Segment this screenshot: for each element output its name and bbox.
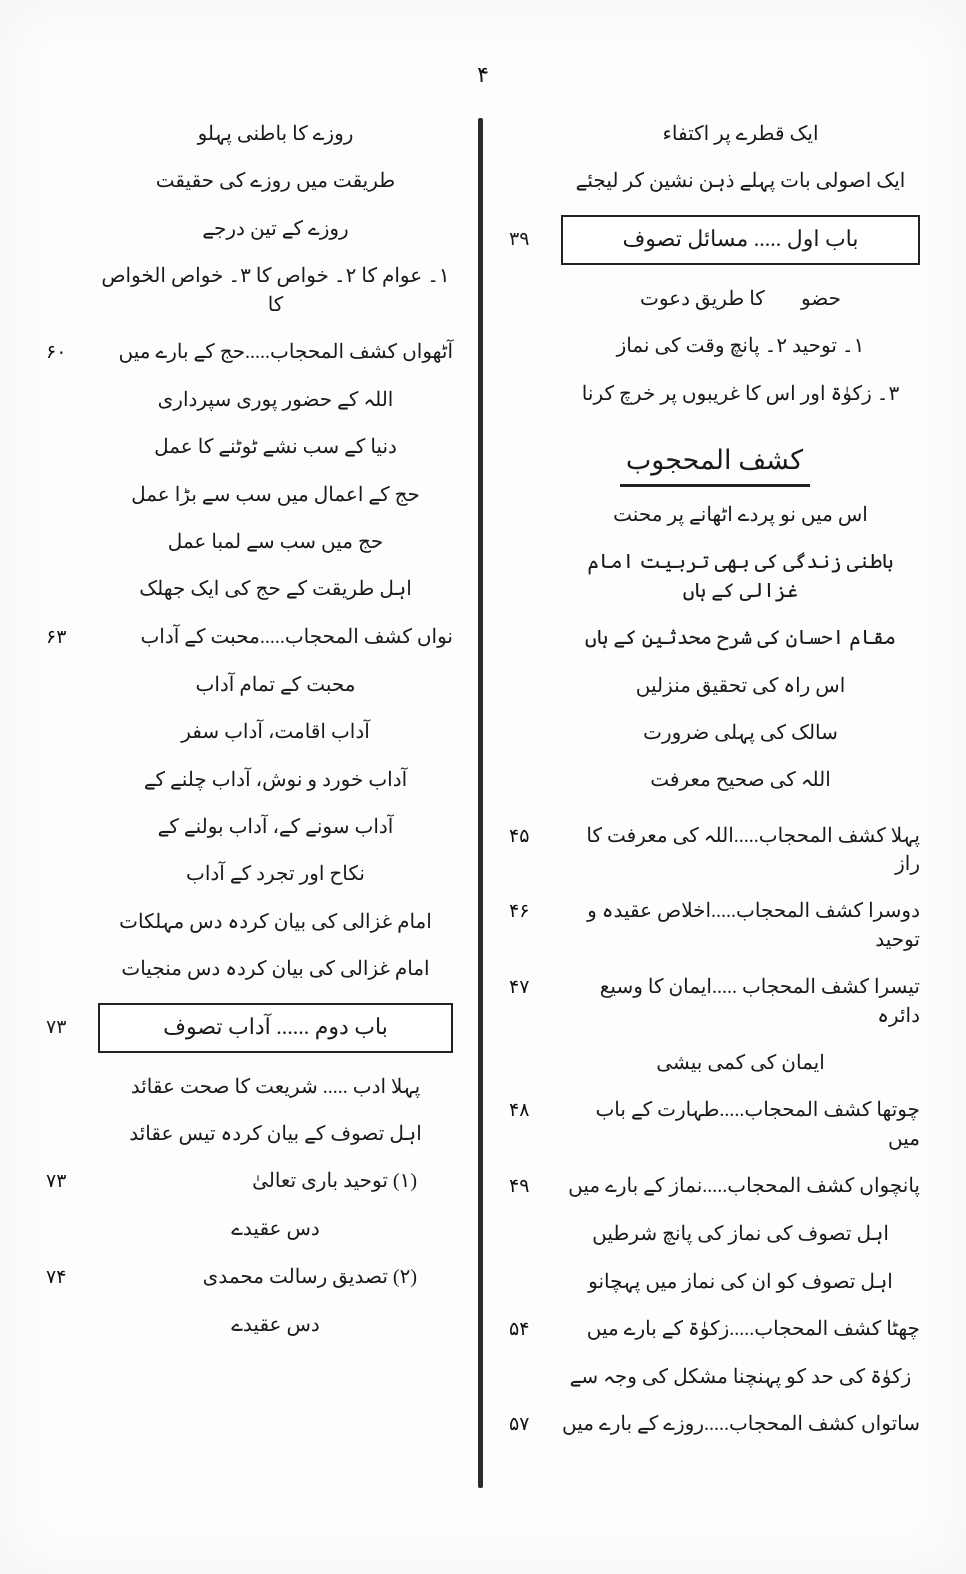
toc-entry-page: ۴۵ (509, 825, 530, 847)
toc-entry (46, 1167, 453, 1196)
toc-entry (509, 672, 920, 700)
toc-entry-title: چوتھا کشف المحجاب.....طہارت کے باب میں (595, 1099, 920, 1150)
toc-entry (46, 1120, 453, 1148)
toc-entry-title: تیسرا کشف المحجاب .....ایمان کا وسیع دائرہ (599, 976, 920, 1027)
toc-entry-title: محبت کے تمام آداب (195, 673, 356, 696)
toc-entry (509, 897, 920, 954)
toc-entry (509, 1049, 920, 1077)
toc-entry (46, 955, 453, 983)
toc-entry-title: آٹھواں کشف المحجاب.....حج کے بارے میں (118, 340, 453, 363)
toc-entry-title: پہلا کشف المحجاب.....اللہ کی معرفت کا راز (586, 824, 920, 876)
toc-column-right (483, 120, 966, 1520)
chapter-heading-row (509, 215, 920, 265)
toc-entry-title: باطنی زندگی کی بھی تربیت امام غزالی کے ہاں (587, 551, 894, 602)
toc-entry-title: حج کے اعمال میں سب سے بڑا عمل (131, 483, 420, 506)
toc-entry-title: حج میں سب سے لمبا عمل (167, 531, 384, 554)
toc-entry (509, 501, 920, 529)
toc-entry-title: (۱) توحید باری تعالیٰ (252, 1170, 417, 1193)
toc-entry (46, 386, 453, 414)
toc-entry-title: اس راہ کی تحقیق منزلیں (635, 674, 846, 697)
toc-entry (46, 718, 453, 746)
toc-entry-title: اہل تصوف کو ان کی نماز میں پہچانو (588, 1270, 893, 1293)
section-heading-rule (620, 484, 810, 487)
toc-entry (509, 766, 920, 794)
page-number: ۴ (477, 62, 489, 87)
toc-entry-title: اہل تصوف کی نماز کی پانچ شرطیں (592, 1223, 889, 1246)
toc-entry (46, 1073, 453, 1101)
toc-entry-title: اہل تصوف کے بیان کردہ تیس عقائد (129, 1122, 422, 1145)
toc-entry-title: نواں کشف المحجاب.....محبت کے آداب (140, 625, 453, 648)
toc-entry-title: ایمان کی کمی بیشی (656, 1052, 825, 1075)
toc-entry-page: ۷۳ (46, 1171, 67, 1193)
toc-entry (46, 167, 453, 195)
toc-entry-title: روزے کے تین درجے (202, 217, 349, 240)
toc-entry (509, 120, 920, 148)
toc-entry (509, 822, 920, 879)
toc-entry-title: مقام احسان کی شرح محدثین کے ہاں (584, 627, 897, 650)
toc-entry-title: آداب خورد و نوش، آداب چلنے کے (143, 768, 408, 791)
toc-entry-title: دس عقیدے (231, 1218, 320, 1241)
toc-column-left (0, 120, 483, 1520)
chapter-page: ۳۹ (509, 229, 530, 251)
toc-entry (46, 262, 453, 319)
toc-entry (46, 481, 453, 509)
toc-entry (509, 1315, 920, 1344)
toc-entry-title: ساتواں کشف المحجاب.....روزے کے بارے میں (562, 1413, 920, 1436)
chapter-heading-row (46, 1003, 453, 1053)
toc-entry-page: ۶۰ (46, 341, 67, 363)
toc-entry-title: آداب اقامت، آداب سفر (181, 721, 370, 744)
toc-entry (509, 1172, 920, 1201)
toc-entry-title: اہل طریقت کے حج کی ایک جھلک (139, 578, 412, 601)
toc-entry (509, 1268, 920, 1296)
toc-entry-title: امام غزالی کی بیان کردہ دس مہلکات (119, 910, 432, 933)
toc-entry-title: آداب سونے کے، آداب بولنے کے (157, 816, 394, 839)
toc-entry-title: اللہ کی صحیح معرفت (650, 769, 831, 792)
toc-entry (46, 671, 453, 699)
chapter-title-box: باب دوم ...... آداب تصوف (98, 1003, 453, 1053)
toc-entry-title: طریقت میں روزے کی حقیقت (155, 170, 396, 193)
toc-entry (46, 120, 453, 148)
toc-entry (509, 1363, 920, 1391)
toc-entry (46, 1311, 453, 1339)
toc-entry (509, 380, 920, 408)
toc-entry (509, 1410, 920, 1439)
toc-entry (46, 908, 453, 936)
section-heading: کشف المحجوب (625, 444, 804, 475)
toc-entry-title: ۳۔ زکوٰۃ اور اس کا غریبوں پر خرچ کرنا (581, 382, 900, 405)
toc-entry-title: پہلا ادب ..... شریعت کا صحت عقائد (130, 1075, 421, 1098)
toc-entry-title: ایک اصولی بات پہلے ذہن نشین کر لیجئے (575, 170, 906, 193)
toc-entry (509, 1220, 920, 1248)
toc-entry-title: پانچواں کشف المحجاب.....نماز کے بارے میں (568, 1175, 920, 1198)
toc-entry (46, 338, 453, 367)
toc-entry (509, 1096, 920, 1153)
chapter-page: ۷۳ (46, 1017, 67, 1039)
toc-entry (509, 624, 920, 652)
toc-entry (509, 719, 920, 747)
toc-entry-page: ۷۴ (46, 1266, 67, 1288)
toc-entry-title: (۲) تصدیق رسالت محمدی (202, 1265, 417, 1288)
toc-entry-page: ۶۳ (46, 626, 67, 648)
toc-entry (46, 766, 453, 794)
toc-entry (46, 215, 453, 243)
toc-entry (509, 285, 920, 313)
toc-entry-page: ۴۶ (509, 901, 530, 923)
toc-entry-title: نکاح اور تجرد کے آداب (186, 863, 365, 886)
toc-entry-title: سالک کی پہلی ضرورت (643, 721, 838, 744)
toc-entry-page: ۴۹ (509, 1176, 530, 1198)
toc-entry-page: ۵۷ (509, 1414, 530, 1436)
toc-entry (509, 332, 920, 360)
toc-entry-title: ۱۔ توحید ۲۔ پانچ وقت کی نماز (616, 335, 865, 358)
chapter-title-box: باب اول ..... مسائل تصوف (561, 215, 920, 265)
toc-entry-title: امام غزالی کی بیان کردہ دس منجیات (121, 958, 430, 981)
toc-entry-title: اللہ کے حضور پوری سپرداری (157, 388, 394, 411)
toc-entry (509, 548, 920, 605)
toc-entry-title: ۱۔ عوام کا ۲۔ خواص کا ۳۔ خواص الخواص کا (101, 265, 450, 316)
toc-entry (46, 528, 453, 556)
toc-entry-title: حضورؐ کا طریق دعوت (640, 287, 841, 310)
toc-entry-page: ۴۷ (509, 977, 530, 999)
toc-entry (46, 1263, 453, 1292)
toc-entry-title: دوسرا کشف المحجاب.....اخلاص عقیدہ و توحید (587, 900, 920, 951)
toc-columns (0, 120, 966, 1520)
toc-entry (46, 813, 453, 841)
toc-entry (46, 623, 453, 652)
toc-entry (46, 575, 453, 603)
toc-entry (46, 1215, 453, 1243)
toc-entry-title: دنیا کے سب نشے ٹوٹنے کا عمل (154, 436, 397, 459)
toc-entry-title: زکوٰۃ کی حد کو پہنچنا مشکل کی وجہ سے (569, 1365, 912, 1388)
toc-entry (509, 973, 920, 1030)
toc-entry (509, 167, 920, 195)
toc-entry-page: ۴۸ (509, 1100, 530, 1122)
toc-entry-title: دس عقیدے (231, 1313, 320, 1336)
toc-entry-page: ۵۴ (509, 1318, 530, 1340)
toc-entry (46, 433, 453, 461)
toc-entry-title: اس میں نو پردے اٹھانے پر محنت (613, 503, 868, 526)
toc-entry-title: ایک قطرے پر اکتفاء (662, 123, 819, 145)
toc-entry (46, 860, 453, 888)
toc-entry-title: چھٹا کشف المحجاب.....زکوٰۃ کے بارے میں (586, 1317, 920, 1340)
toc-entry-title: روزے کا باطنی پہلو (197, 123, 354, 145)
